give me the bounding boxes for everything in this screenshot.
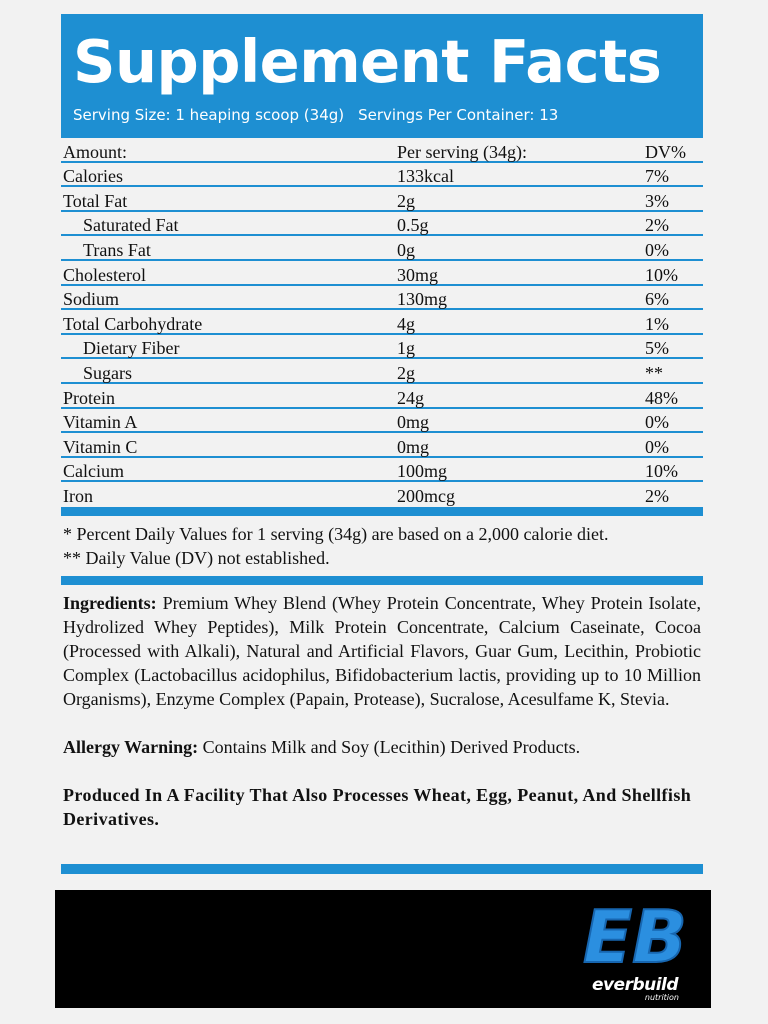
- nutrition-table: [61, 138, 703, 505]
- nutrient-amount: 0g: [397, 239, 415, 260]
- nutrient-dv: 2%: [645, 485, 669, 506]
- nutrient-amount: 24g: [397, 387, 424, 408]
- ingredients: [61, 585, 703, 711]
- nutrient-dv: 5%: [645, 338, 669, 359]
- nutrient-name: Calcium: [63, 461, 124, 482]
- table-row: [61, 236, 703, 261]
- monogram-text: EB: [582, 902, 688, 970]
- table-row: [61, 335, 703, 360]
- table-row: [61, 433, 703, 458]
- nutrient-amount: 30mg: [397, 264, 439, 285]
- column-header-dv: DV%: [645, 141, 686, 162]
- nutrient-amount: 1g: [397, 338, 415, 359]
- nutrient-amount: 200mcg: [397, 485, 455, 506]
- nutrient-dv: 0%: [645, 239, 669, 260]
- nutrient-name: Iron: [63, 485, 93, 506]
- table-row: [61, 359, 703, 384]
- nutrient-amount: 2g: [397, 362, 415, 383]
- serving-info: [73, 106, 558, 124]
- nutrient-dv: 2%: [645, 215, 669, 236]
- servings-per-container: Servings Per Container: 13: [358, 106, 559, 124]
- nutrient-dv: 0%: [645, 436, 669, 457]
- table-row: [61, 286, 703, 311]
- divider-bottom: [61, 864, 703, 874]
- nutrient-amount: 0mg: [397, 436, 430, 457]
- nutrient-dv: **: [645, 362, 663, 383]
- nutrient-amount: 2g: [397, 190, 415, 211]
- table-row: [61, 384, 703, 409]
- brand-logo: [575, 902, 695, 1002]
- table-row: [61, 409, 703, 434]
- column-header-per-serving: Per serving (34g):: [397, 141, 527, 162]
- nutrient-amount: 130mg: [397, 289, 448, 310]
- allergy-warning: [61, 735, 703, 759]
- nutrient-name: Sodium: [63, 289, 120, 310]
- table-row: [61, 458, 703, 483]
- nutrient-name: Trans Fat: [83, 239, 151, 260]
- table-row: [61, 187, 703, 212]
- divider-thick: [61, 576, 703, 585]
- nutrient-name: Total Fat: [63, 190, 128, 211]
- ingredients-text: Premium Whey Blend (Whey Protein Concentrate, Whey Protein Isolate, Hydrolized Whey Peptides), Milk Protein Concentrate, Calcium Caseinate, Cocoa (Processed with Alkali), Natural and Artificial Flavors, Guar Gum, Lecithin, Probiotic Complex (Lactobacillus acidophilus, Bifidobacterium lactis, providing up to 10 Million Organisms), Enzyme Complex (Papain, Protease), Sucralose, Acesulfame K, Stevia.: [63, 592, 701, 709]
- nutrient-amount: 4g: [397, 313, 415, 334]
- nutrient-dv: 7%: [645, 166, 669, 187]
- nutrient-name: Saturated Fat: [83, 215, 179, 236]
- serving-size: Serving Size: 1 heaping scoop (34g): [73, 106, 345, 124]
- supplement-facts-label: [61, 14, 703, 831]
- nutrient-dv: 1%: [645, 313, 669, 334]
- nutrient-name: Total Carbohydrate: [63, 313, 203, 334]
- footnote-percent-dv: * Percent Daily Values for 1 serving (34g) are based on a 2,000 calorie diet.: [63, 523, 609, 544]
- nutrient-dv: 6%: [645, 289, 669, 310]
- label-header: [61, 14, 703, 138]
- table-row: [61, 261, 703, 286]
- facility-warning: Produced In A Facility That Also Processes Wheat, Egg, Peanut, And Shellfish Derivatives.: [63, 784, 692, 829]
- nutrient-name: Dietary Fiber: [83, 338, 180, 359]
- table-header-row: [61, 138, 703, 163]
- nutrient-dv: 3%: [645, 190, 669, 211]
- table-row: [61, 212, 703, 237]
- eb-monogram-icon: [575, 902, 695, 970]
- allergy-text: Contains Milk and Soy (Lecithin) Derived Products.: [198, 736, 581, 757]
- nutrient-dv: 48%: [645, 387, 678, 408]
- footnote-not-established: ** Daily Value (DV) not established.: [63, 547, 330, 568]
- brand-tagline: nutrition: [644, 993, 679, 1002]
- nutrient-name: Sugars: [83, 362, 132, 383]
- column-header-amount: Amount:: [63, 141, 128, 162]
- nutrient-amount: 0mg: [397, 412, 430, 433]
- divider-thick: [61, 507, 703, 516]
- nutrient-amount: 0.5g: [397, 215, 429, 236]
- table-row: [61, 482, 703, 505]
- nutrient-name: Cholesterol: [63, 264, 146, 285]
- ingredients-label: Ingredients:: [63, 592, 157, 613]
- nutrient-dv: 10%: [645, 461, 678, 482]
- allergy-label: Allergy Warning:: [63, 736, 199, 757]
- table-row: [61, 163, 703, 188]
- table-row: [61, 310, 703, 335]
- nutrient-name: Vitamin A: [63, 412, 138, 433]
- nutrient-amount: 133kcal: [397, 166, 454, 187]
- nutrient-name: Calories: [63, 166, 123, 187]
- nutrient-amount: 100mg: [397, 461, 448, 482]
- footnotes: [61, 516, 703, 574]
- brand-name: everbuild: [591, 975, 679, 995]
- label-title: Supplement Facts: [73, 27, 662, 96]
- brand-bar: [55, 890, 711, 1008]
- nutrient-name: Protein: [63, 387, 115, 408]
- nutrient-dv: 0%: [645, 412, 669, 433]
- nutrient-dv: 10%: [645, 264, 678, 285]
- nutrient-name: Vitamin C: [63, 436, 138, 457]
